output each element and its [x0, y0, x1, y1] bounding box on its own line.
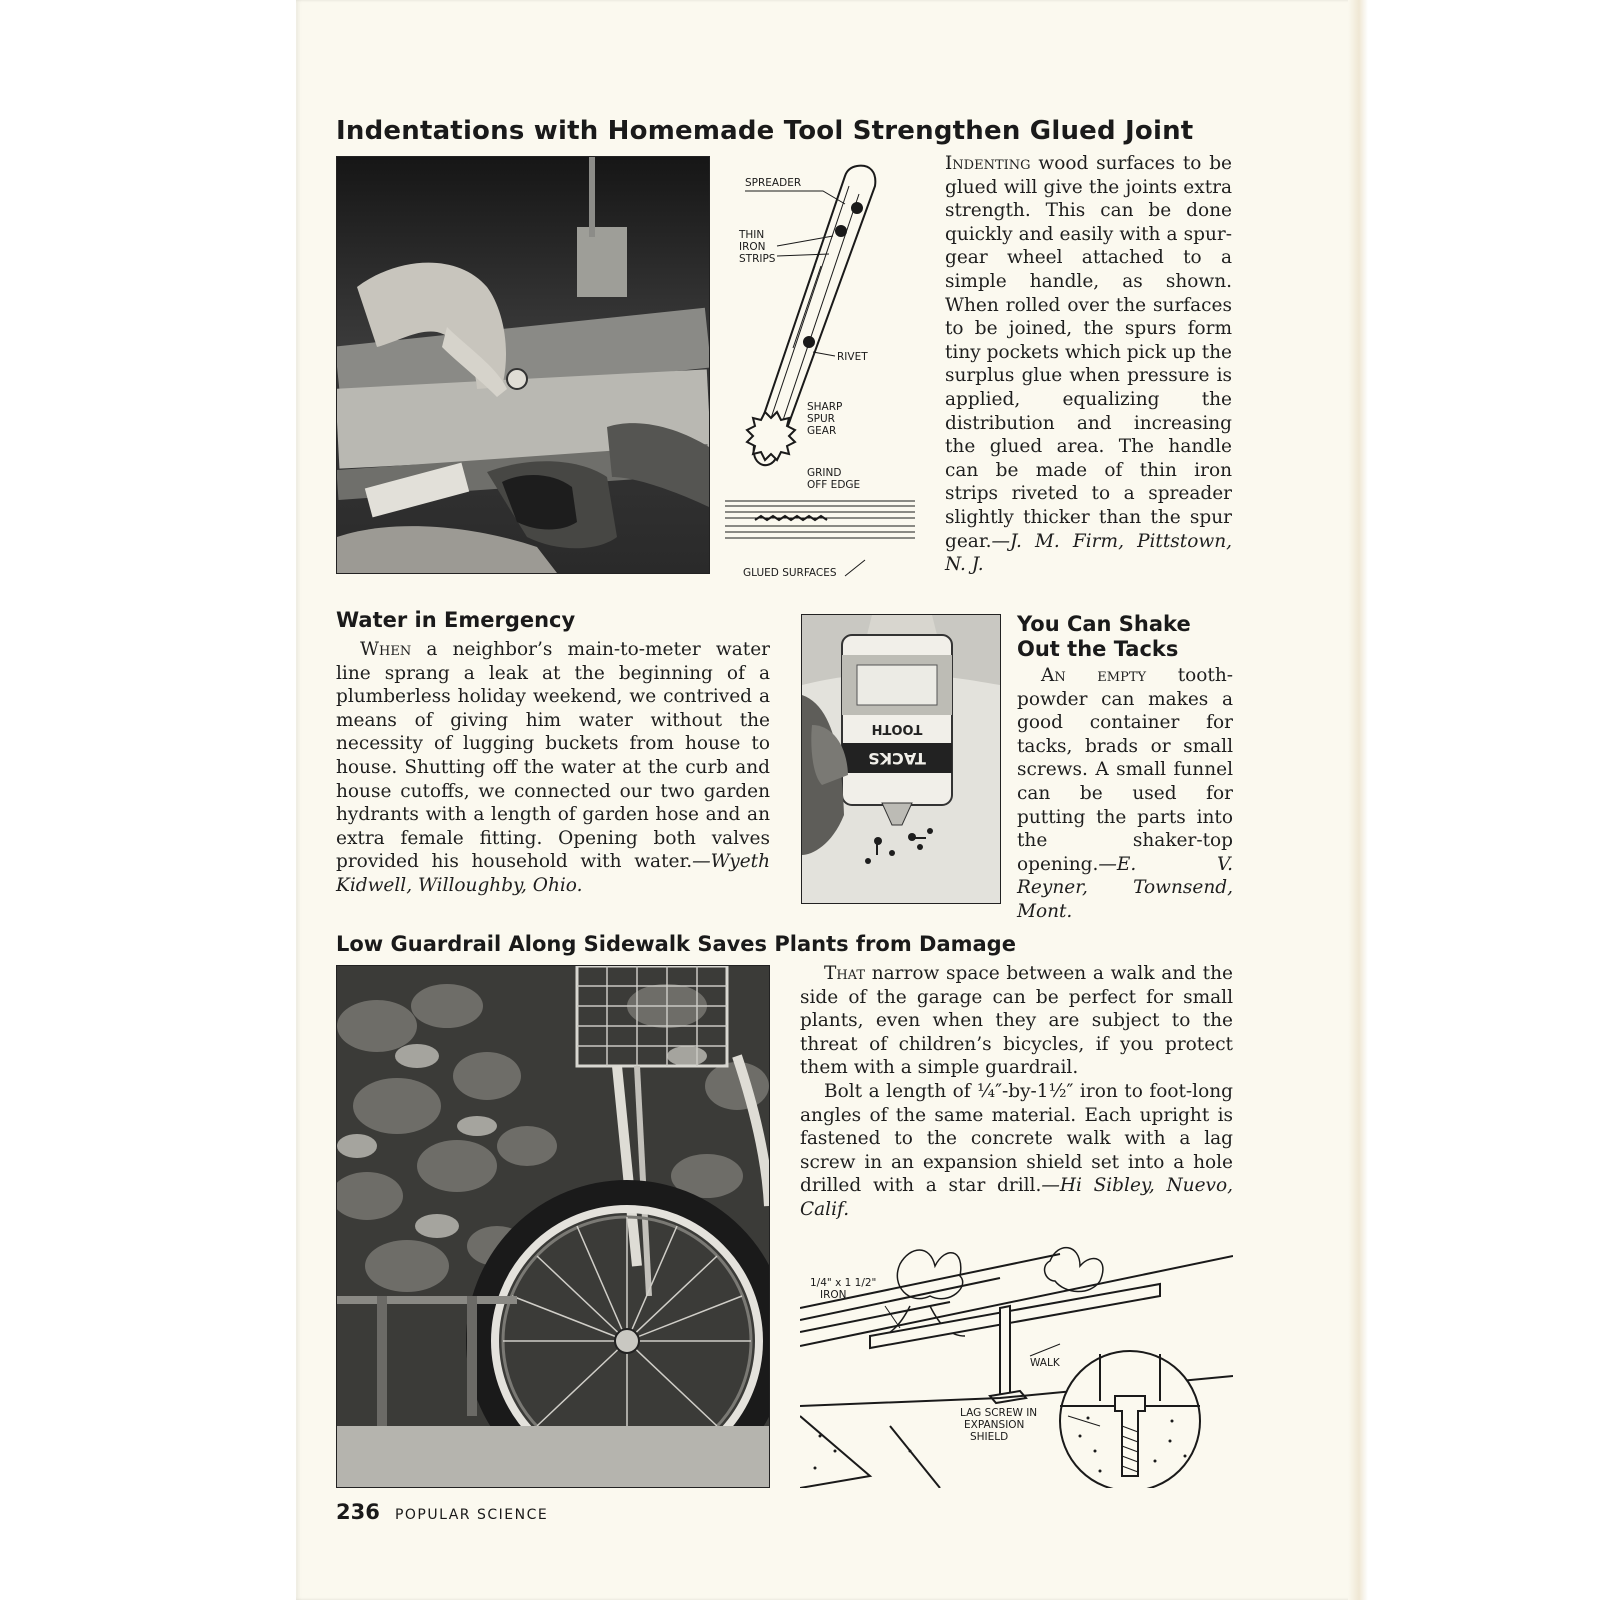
article3-title [1017, 612, 1191, 662]
article4-paragraph-1 [800, 962, 1233, 1080]
diagram-label-lag-screw-2: EXPANSION [964, 1419, 1025, 1431]
diagram-label-walk: WALK [1030, 1357, 1060, 1369]
article1-diagram-spur-gear-tool [725, 156, 915, 580]
diagram-label-spur: SPUR [807, 413, 835, 425]
article3-title-line2: Out the Tacks [1017, 637, 1179, 661]
article1-text: wood surfaces to be glued will give the joints extra strength. This can be done quickly and easily with a spur-gear wheel attached to a simple handle, as shown. When rolled over the surfaces to be joined, the spurs form tiny pockets which pick up the surplus glue when pressure is applied, equalizing the distribution and increasing the glued area. The handle can be made of thin iron strips riveted to a spreader slightly thicker than the spur gear. [945, 153, 1233, 552]
magazine-name: POPULAR SCIENCE [394, 1507, 549, 1523]
article2-signature: —Wyeth Kidwell, Willoughby, Ohio. [336, 851, 770, 896]
page-edge-shadow [1348, 0, 1368, 1600]
article4-signature: —Hi Sibley, Nuevo, Calif. [800, 1175, 1233, 1220]
article2-title: Water in Emergency [336, 608, 576, 632]
diagram-label-rivet: RIVET [837, 351, 868, 363]
can-label-tacks: TACKS [868, 749, 926, 768]
article1-signature: —J. M. Firm, Pittstown, N. J. [945, 530, 1232, 576]
article4-diagram-guardrail [800, 1236, 1233, 1488]
article4-text-1: narrow space between a walk and the side of the garage can be perfect for small plants, even when they are subject to the threat of children’s bicycles, if you protect them with a simple guardrail. [800, 963, 1233, 1079]
diagram-label-glued-surfaces: GLUED SURFACES [743, 567, 837, 579]
diagram-label-iron-size: 1/4" x 1 1/2" [810, 1277, 877, 1289]
diagram-label-iron: IRON [739, 241, 766, 253]
diagram-label-off-edge: OFF EDGE [807, 479, 861, 491]
article4-lead-in: That [824, 963, 866, 984]
article2-body [336, 638, 770, 898]
diagram-label-lag-screw-1: LAG SCREW IN [960, 1407, 1038, 1419]
diagram-label-sharp: SHARP [807, 401, 843, 413]
article1-photo-hand-with-tool [336, 156, 710, 574]
article1-title: Indentations with Homemade Tool Strengthen Glued Joint [336, 116, 1194, 146]
diagram-label-spreader: SPREADER [745, 177, 802, 189]
article4-text-2: Bolt a length of ¼″-by-1½″ iron to foot-long angles of the same material. Each upright is fastened to the concrete walk with a lag screw in an expansion shield set into a hole drilled with a star drill. [800, 1080, 1233, 1197]
article2-lead-in: When [360, 639, 412, 660]
diagram-label-thin: THIN [739, 229, 765, 241]
article4-photo-bicycle-and-plants [336, 965, 770, 1488]
article3-signature: —E. V. Reyner, Townsend, Mont. [1017, 853, 1233, 922]
article3-photo-tooth-powder-can [801, 614, 1001, 904]
article3-text: tooth-powder can makes a good container for tacks, brads or small screws. A small funnel can be used for putting the parts into the shaker-top opening. [1017, 665, 1233, 875]
diagram-label-lag-screw-3: SHIELD [970, 1431, 1009, 1443]
diagram-label-gear: GEAR [807, 425, 837, 437]
article2-text: a neighbor’s main-to-meter water line sprang a leak at the beginning of a plumberless holiday weekend, we contrived a means of giving him water without the necessity of lugging buckets from house to house. Shutting off the water at the curb and house cutoffs, we connected our two garden hydrants with a length of garden hose and an extra female fitting. Opening both valves provided his household with water. [336, 639, 770, 873]
article3-title-line1: You Can Shake [1017, 612, 1191, 636]
article4-title: Low Guardrail Along Sidewalk Saves Plants from Damage [336, 932, 1016, 956]
article1-body [945, 152, 1232, 577]
diagram-label-iron: IRON [820, 1289, 847, 1301]
page-number: 236 [336, 1500, 380, 1524]
diagram-label-grind: GRIND [807, 467, 842, 479]
article1-lead-in: Indenting [945, 153, 1031, 174]
article4-paragraph-2 [800, 1080, 1233, 1222]
can-label-tooth: TOOTH [871, 721, 923, 736]
article4-body [800, 962, 1233, 1222]
article3-lead-in: An empty [1041, 665, 1147, 686]
diagram-label-strips: STRIPS [739, 253, 776, 265]
article3-body [1017, 664, 1233, 924]
page-footer [336, 1500, 548, 1524]
